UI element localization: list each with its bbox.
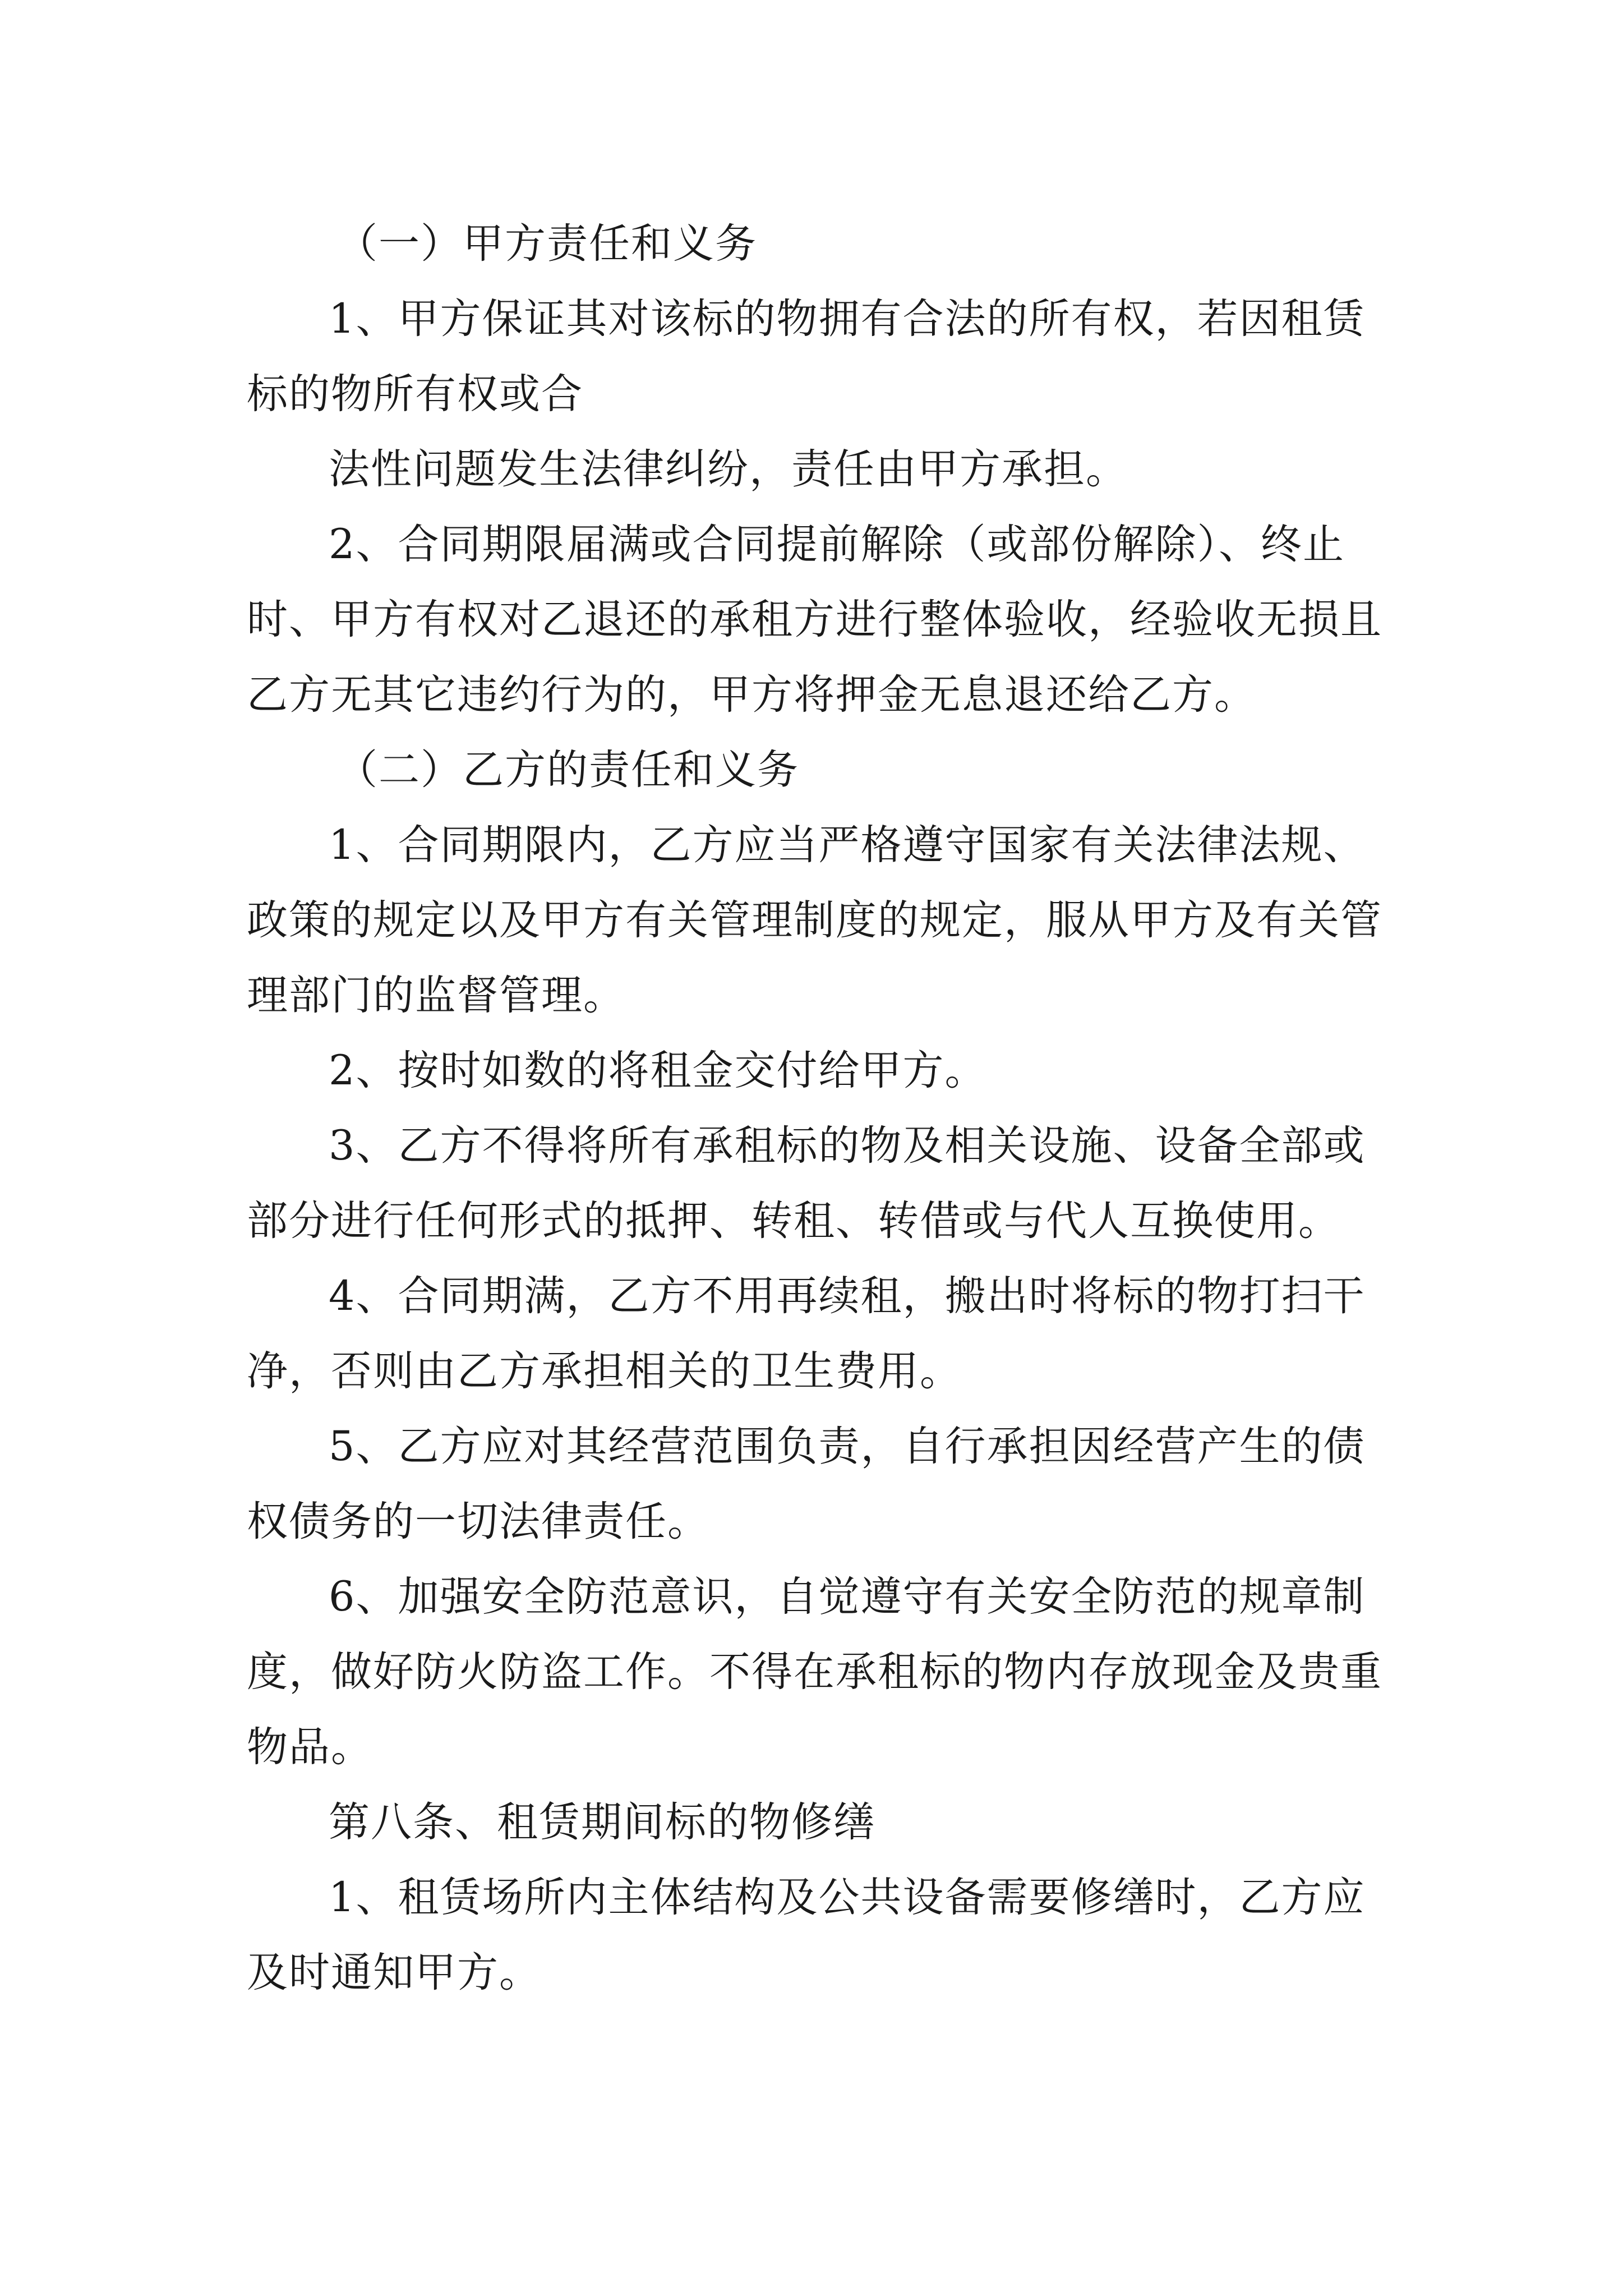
- document-body: [247, 206, 1391, 2010]
- paragraph: 1、合同期限内，乙方应当严格遵守国家有关法律法规、政策的规定以及甲方有关管理制度的规定，服从甲方及有关管理部门的监督管理。: [247, 821, 1382, 1019]
- paragraph: 1、租赁场所内主体结构及公共设备需要修缮时，乙方应及时通知甲方。: [247, 1874, 1366, 1996]
- paragraph: 4、合同期满，乙方不用再续租，搬出时将标的物打扫干净，否则由乙方承担相关的卫生费用。: [247, 1272, 1366, 1395]
- paragraph: 6、加强安全防范意识，自觉遵守有关安全防范的规章制度，做好防火防盗工作。不得在承租标的物内存放现金及贵重物品。: [247, 1573, 1382, 1771]
- paragraph: 3、乙方不得将所有承租标的物及相关设施、设备全部或部分进行任何形式的抵押、转租、转借或与代人互换使用。: [247, 1122, 1366, 1245]
- paragraph: 2、按时如数的将租金交付给甲方。: [329, 1047, 987, 1094]
- paragraph: 2、合同期限届满或合同提前解除（或部份解除）、终止时、甲方有权对乙退还的承租方进行整体验收，经验收无损且乙方无其它违约行为的，甲方将押金无息退还给乙方。: [247, 521, 1382, 719]
- section-heading-party-a: （一）甲方责任和义务: [336, 220, 757, 268]
- paragraph: 法性问题发生法律纠纷，责任由甲方承担。: [329, 445, 1128, 493]
- paragraph: 1、甲方保证其对该标的物拥有合法的所有权，若因租赁标的物所有权或合: [247, 295, 1366, 418]
- section-heading-party-b: （二）乙方的责任和义务: [336, 746, 799, 794]
- paragraph: 5、乙方应对其经营范围负责，自行承担因经营产生的债权债务的一切法律责任。: [247, 1423, 1366, 1545]
- article-heading: 第八条、租赁期间标的物修缮: [329, 1798, 875, 1846]
